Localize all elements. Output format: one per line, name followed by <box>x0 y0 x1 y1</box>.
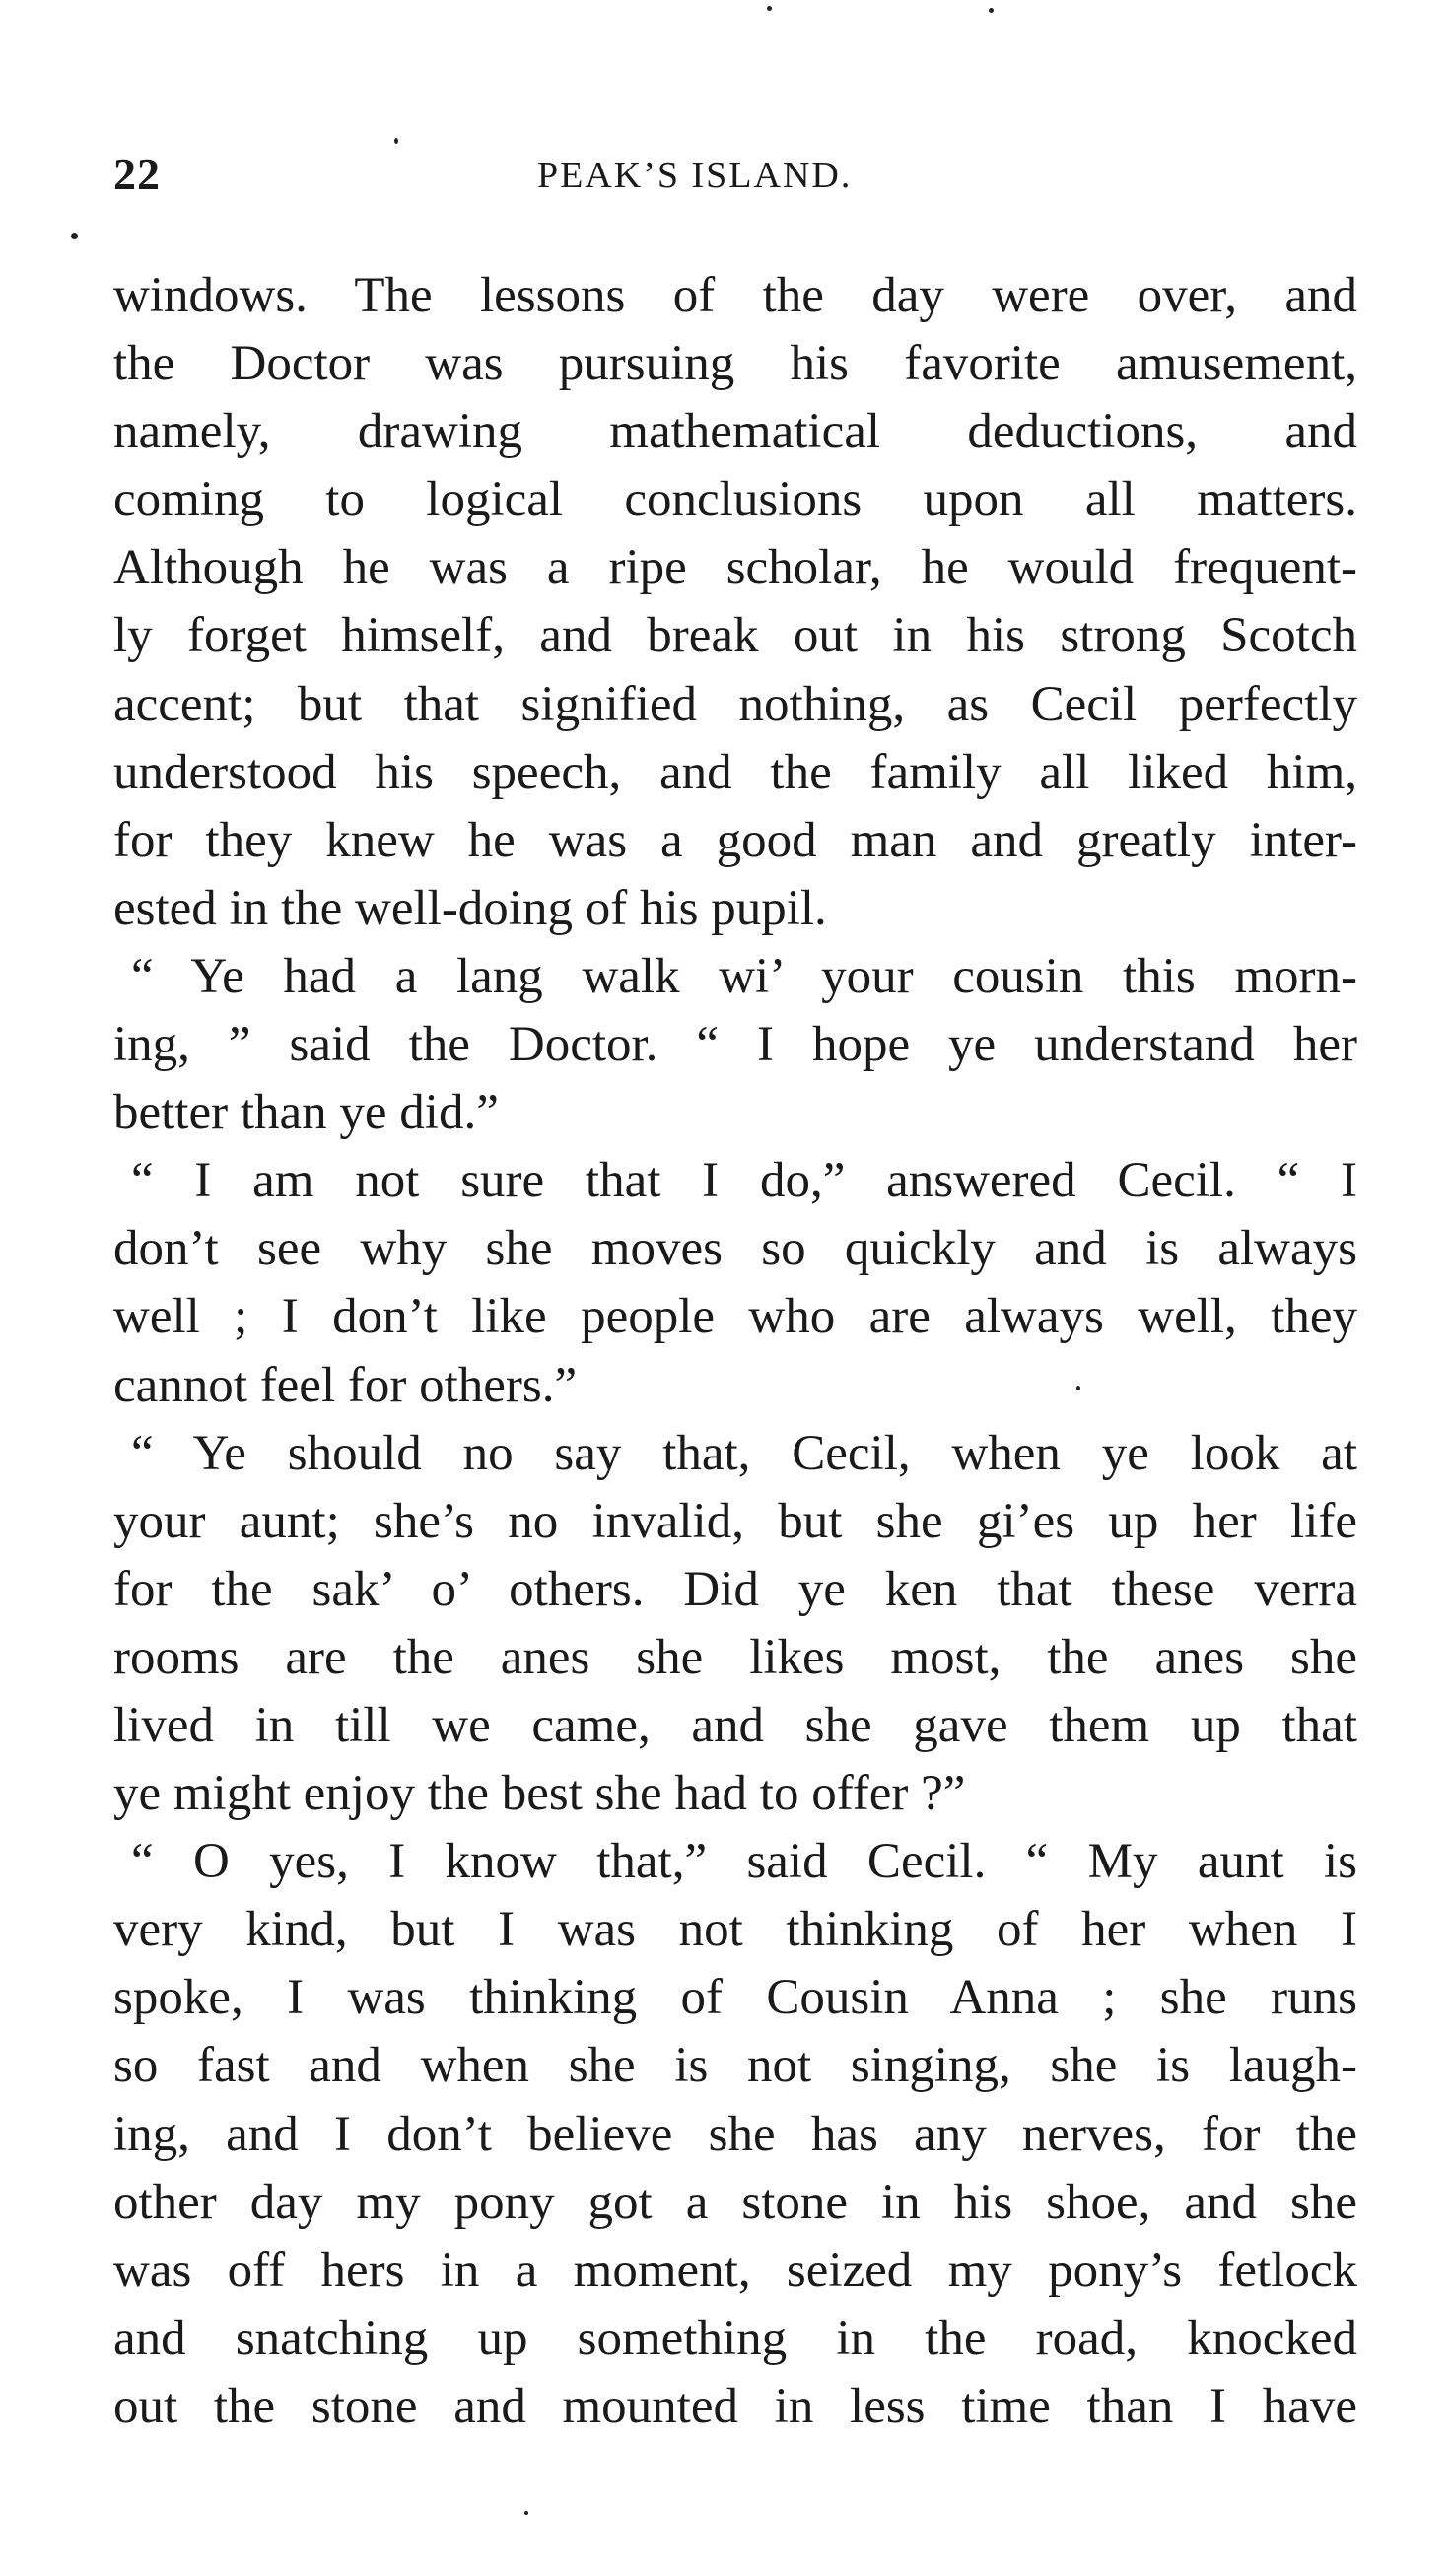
text-line: ested in the well-doing of his pupil. <box>113 880 827 936</box>
text-line: windows. The lessons of the day were over, and <box>113 268 1357 323</box>
text-line: understood his speech, and the family all liked him, <box>113 744 1357 800</box>
text-line: accent; but that signified nothing, as Cecil perfectly <box>113 676 1357 732</box>
text-line: don’t see why she moves so quickly and is always <box>113 1221 1357 1277</box>
text-line: very kind, but I was not thinking of her when I <box>113 1902 1357 1958</box>
text-line: rooms are the anes she likes most, the anes she <box>113 1629 1357 1685</box>
text-line: ye might enjoy the best she had to offer ?” <box>113 1766 966 1822</box>
text-line: cannot feel for others.” <box>113 1357 578 1413</box>
text-line: better than ye did.” <box>113 1085 499 1141</box>
text-line: “ O yes, I know that,” said Cecil. “ My aunt is <box>131 1834 1357 1890</box>
text-line: for the sak’ o’ others. Did ye ken that these verra <box>113 1561 1357 1617</box>
text-line: “ Ye should no say that, Cecil, when ye look at <box>131 1425 1357 1481</box>
text-line: namely, drawing mathematical deductions, and <box>113 404 1357 460</box>
print-speck <box>524 2511 528 2515</box>
text-line: well ; I don’t like people who are always well, they <box>113 1289 1357 1345</box>
text-line: ing, and I don’t believe she has any nerves, for the <box>113 2106 1357 2162</box>
text-line: “ Ye had a lang walk wi’ your cousin this morn- <box>131 948 1357 1004</box>
text-line: out the stone and mounted in less time than I have <box>113 2378 1357 2434</box>
text-line: the Doctor was pursuing his favorite amusement, <box>113 336 1357 392</box>
text-line: Although he was a ripe scholar, he would frequent- <box>113 540 1357 596</box>
text-line: other day my pony got a stone in his shoe, and she <box>113 2174 1357 2230</box>
print-speck <box>71 233 78 239</box>
text-line: and snatching up something in the road, knocked <box>113 2310 1357 2366</box>
text-line: lived in till we came, and she gave them up that <box>113 1697 1357 1753</box>
print-speck <box>767 6 772 11</box>
page-number: 22 <box>113 149 161 199</box>
text-line: ing, ” said the Doctor. “ I hope ye understand her <box>113 1017 1357 1073</box>
body-text <box>113 262 1357 2441</box>
print-speck <box>989 8 994 13</box>
text-line: ly forget himself, and break out in his strong Scotch <box>113 608 1357 664</box>
print-speck <box>394 138 398 144</box>
text-line: was off hers in a moment, seized my pony’s fetlock <box>113 2242 1357 2298</box>
print-speck <box>1076 1386 1080 1390</box>
text-line: your aunt; she’s no invalid, but she gi’es up her life <box>113 1493 1357 1549</box>
text-line: for they knew he was a good man and greatly inter- <box>113 812 1357 868</box>
text-line: spoke, I was thinking of Cousin Anna ; she runs <box>113 1970 1357 2026</box>
text-line: so fast and when she is not singing, she is laugh- <box>113 2038 1357 2094</box>
running-head <box>113 148 1355 207</box>
running-title: PEAK’S ISLAND. <box>537 155 853 196</box>
text-line: coming to logical conclusions upon all matters. <box>113 472 1357 528</box>
text-line: “ I am not sure that I do,” answered Cecil. “ I <box>131 1153 1357 1209</box>
